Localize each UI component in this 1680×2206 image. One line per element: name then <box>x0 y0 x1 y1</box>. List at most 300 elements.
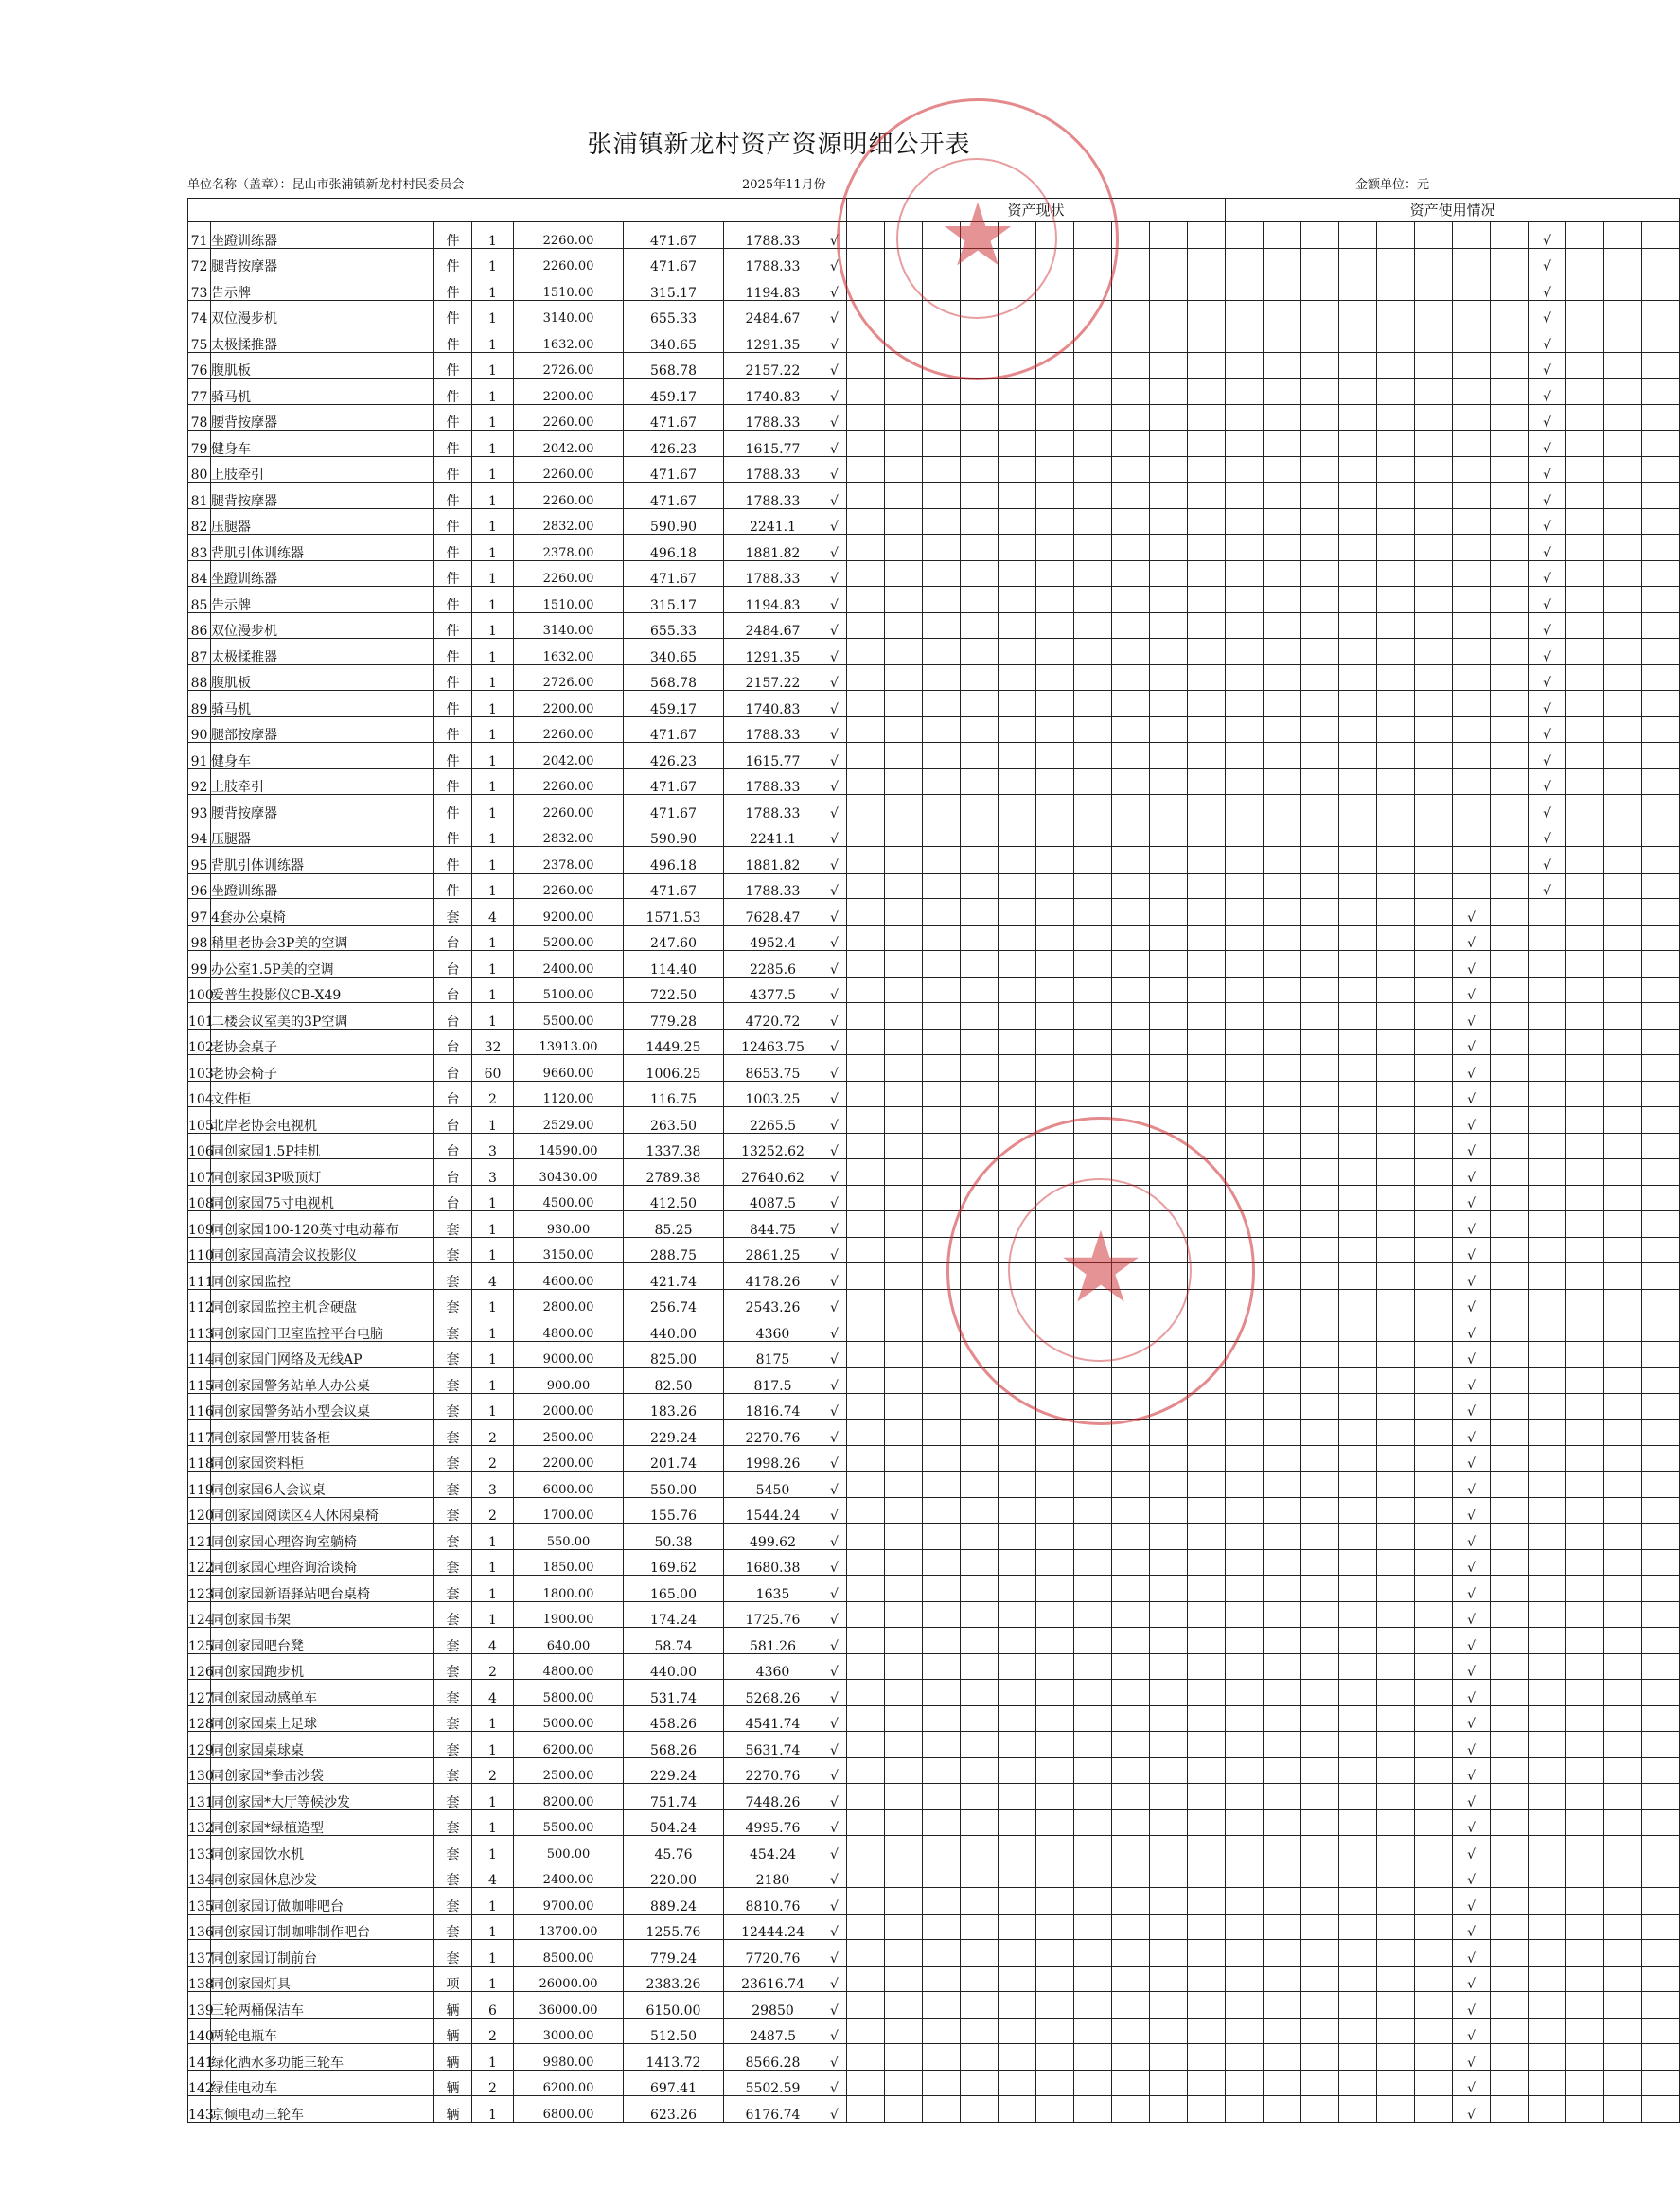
depreciation-value: 458.26 <box>624 1705 724 1732</box>
status-cell <box>923 352 961 379</box>
status-cell <box>1036 1549 1074 1576</box>
status-cell <box>999 899 1036 926</box>
status-cell <box>1150 2070 1188 2096</box>
status-cell <box>847 1888 885 1915</box>
item-unit: 台 <box>434 1133 472 1159</box>
status-cell <box>1226 456 1264 483</box>
status-cell <box>1301 1393 1339 1420</box>
status-cell <box>847 535 885 561</box>
status-cell <box>923 795 961 821</box>
status-cell <box>1339 1393 1377 1420</box>
status-check: √ <box>822 821 847 847</box>
status-cell <box>1264 1576 1301 1602</box>
status-check: √ <box>822 248 847 274</box>
item-quantity: 1 <box>472 1341 514 1368</box>
status-cell <box>1264 1757 1301 1784</box>
status-cell <box>847 1836 885 1862</box>
usage-check: √ <box>1529 326 1566 353</box>
table-row <box>188 1055 1680 1082</box>
status-cell <box>923 691 961 717</box>
status-cell <box>1264 1524 1301 1550</box>
status-cell <box>1604 1862 1642 1888</box>
status-cell <box>1604 664 1642 691</box>
depreciation-value: 889.24 <box>624 1888 724 1915</box>
status-cell <box>1339 1888 1377 1915</box>
status-cell <box>1264 1445 1301 1472</box>
status-cell <box>1188 1315 1226 1342</box>
status-cell <box>999 535 1036 561</box>
status-cell <box>1377 1029 1415 1055</box>
status-cell <box>1264 1029 1301 1055</box>
status-cell <box>961 1809 999 1836</box>
status-cell <box>1150 1705 1188 1732</box>
depreciation-value: 421.74 <box>624 1263 724 1290</box>
original-value: 2260.00 <box>514 456 624 483</box>
item-quantity: 2 <box>472 1757 514 1784</box>
status-cell <box>1264 379 1301 405</box>
item-unit: 件 <box>434 431 472 457</box>
status-cell <box>1566 1628 1604 1654</box>
status-cell <box>1491 1315 1529 1342</box>
item-quantity: 1 <box>472 456 514 483</box>
net-value: 581.26 <box>724 1628 822 1654</box>
net-value: 2484.67 <box>724 612 822 639</box>
status-cell <box>1453 612 1491 639</box>
status-cell <box>1377 1289 1415 1315</box>
net-value: 844.75 <box>724 1211 822 1238</box>
status-cell <box>847 1289 885 1315</box>
status-cell <box>847 873 885 899</box>
status-cell <box>885 1888 923 1915</box>
status-cell <box>1566 326 1604 353</box>
status-check: √ <box>822 925 847 951</box>
status-cell <box>1377 1420 1415 1446</box>
status-cell <box>1604 1888 1642 1915</box>
row-number: 134 <box>188 1862 211 1888</box>
status-cell <box>1112 977 1150 1003</box>
status-cell <box>1112 1601 1150 1628</box>
usage-check: √ <box>1453 2096 1491 2123</box>
status-cell <box>1264 587 1301 613</box>
status-header: 资产现状 <box>847 199 1226 222</box>
row-number: 75 <box>188 326 211 353</box>
status-cell <box>885 664 923 691</box>
status-cell <box>1529 1341 1566 1368</box>
status-cell <box>1226 1757 1264 1784</box>
status-cell <box>847 1601 885 1628</box>
item-quantity: 1 <box>472 1393 514 1420</box>
row-number: 138 <box>188 1966 211 1992</box>
status-cell <box>1264 483 1301 509</box>
status-cell <box>1188 925 1226 951</box>
status-cell <box>999 560 1036 587</box>
status-cell <box>1188 1341 1226 1368</box>
item-quantity: 1 <box>472 1888 514 1915</box>
status-cell <box>1301 691 1339 717</box>
status-cell <box>1529 1393 1566 1420</box>
status-cell <box>1604 2018 1642 2044</box>
status-cell <box>1112 1757 1150 1784</box>
table-row <box>188 1888 1680 1915</box>
item-name: 太极揉推器 <box>211 639 434 665</box>
status-cell <box>1150 2044 1188 2071</box>
net-value: 27640.62 <box>724 1159 822 1186</box>
table-row <box>188 1784 1680 1810</box>
depreciation-value: 50.38 <box>624 1524 724 1550</box>
status-cell <box>1529 1289 1566 1315</box>
original-value: 2800.00 <box>514 1289 624 1315</box>
status-cell <box>1074 612 1112 639</box>
status-cell <box>1377 1680 1415 1706</box>
item-quantity: 2 <box>472 1445 514 1472</box>
status-cell <box>1566 456 1604 483</box>
status-cell <box>1415 326 1453 353</box>
item-quantity: 1 <box>472 977 514 1003</box>
status-cell <box>1377 1549 1415 1576</box>
original-value: 2260.00 <box>514 716 624 743</box>
row-number: 120 <box>188 1497 211 1524</box>
table-row <box>188 1263 1680 1290</box>
status-cell <box>847 1653 885 1680</box>
status-cell <box>923 1888 961 1915</box>
table-row <box>188 1315 1680 1342</box>
status-cell <box>923 1497 961 1524</box>
status-cell <box>847 1809 885 1836</box>
status-cell <box>1188 821 1226 847</box>
status-cell <box>1415 977 1453 1003</box>
status-cell <box>1491 1549 1529 1576</box>
status-cell <box>1566 1263 1604 1290</box>
status-cell <box>1642 1133 1680 1159</box>
status-cell <box>961 821 999 847</box>
item-name: 4套办公桌椅 <box>211 899 434 926</box>
row-number: 115 <box>188 1368 211 1394</box>
status-cell <box>1226 1680 1264 1706</box>
status-cell <box>1604 560 1642 587</box>
status-cell <box>1112 1185 1150 1211</box>
status-cell <box>1150 1497 1188 1524</box>
status-cell <box>1150 1914 1188 1940</box>
item-quantity: 2 <box>472 1081 514 1107</box>
status-cell <box>999 404 1036 431</box>
usage-check: √ <box>1529 691 1566 717</box>
status-cell <box>1339 1732 1377 1758</box>
status-cell <box>923 1211 961 1238</box>
status-cell <box>1642 639 1680 665</box>
status-cell <box>999 1420 1036 1446</box>
status-cell <box>885 2070 923 2096</box>
status-check: √ <box>822 456 847 483</box>
status-cell <box>1566 1211 1604 1238</box>
table-row <box>188 1705 1680 1732</box>
usage-check: √ <box>1453 1341 1491 1368</box>
status-cell <box>1339 1862 1377 1888</box>
status-cell <box>847 1497 885 1524</box>
usage-check: √ <box>1453 1289 1491 1315</box>
status-cell <box>1036 847 1074 874</box>
net-value: 2157.22 <box>724 352 822 379</box>
status-cell <box>885 1732 923 1758</box>
status-cell <box>1112 1549 1150 1576</box>
status-cell <box>1566 899 1604 926</box>
original-value: 3140.00 <box>514 300 624 326</box>
item-unit: 套 <box>434 1472 472 1498</box>
status-cell <box>1529 1966 1566 1992</box>
status-cell <box>961 2070 999 2096</box>
table-row <box>188 1809 1680 1836</box>
status-cell <box>1339 1185 1377 1211</box>
status-cell <box>1566 1445 1604 1472</box>
table-row <box>188 587 1680 613</box>
status-cell <box>1377 483 1415 509</box>
status-cell <box>1150 587 1188 613</box>
status-cell <box>1301 1524 1339 1550</box>
status-cell <box>1604 587 1642 613</box>
status-cell <box>1339 248 1377 274</box>
status-cell <box>1339 1472 1377 1498</box>
row-number: 76 <box>188 352 211 379</box>
table-row <box>188 2070 1680 2096</box>
net-value: 5268.26 <box>724 1680 822 1706</box>
status-cell <box>1566 1888 1604 1915</box>
item-quantity: 1 <box>472 326 514 353</box>
status-cell <box>1566 1914 1604 1940</box>
row-number: 82 <box>188 508 211 535</box>
status-cell <box>1415 1107 1453 1134</box>
status-cell <box>999 431 1036 457</box>
status-cell <box>1264 1107 1301 1134</box>
status-cell <box>1491 2096 1529 2123</box>
status-cell <box>847 1940 885 1967</box>
item-quantity: 1 <box>472 743 514 769</box>
table-row <box>188 768 1680 795</box>
status-cell <box>1150 1732 1188 1758</box>
status-cell <box>1226 1289 1264 1315</box>
status-cell <box>1491 1420 1529 1446</box>
status-cell <box>885 768 923 795</box>
status-cell <box>1604 716 1642 743</box>
status-cell <box>923 821 961 847</box>
depreciation-value: 779.24 <box>624 1940 724 1967</box>
status-cell <box>1642 1263 1680 1290</box>
status-cell <box>1301 1784 1339 1810</box>
status-cell <box>1566 612 1604 639</box>
status-cell <box>1604 1341 1642 1368</box>
status-cell <box>999 925 1036 951</box>
status-cell <box>1453 768 1491 795</box>
status-cell <box>1604 1263 1642 1290</box>
status-cell <box>1226 2018 1264 2044</box>
status-cell <box>999 639 1036 665</box>
page-title: 张浦镇新龙村资产资源明细公开表 <box>587 131 971 159</box>
status-cell <box>923 1263 961 1290</box>
status-cell <box>961 1992 999 2019</box>
status-cell <box>1529 1472 1566 1498</box>
status-cell <box>1377 899 1415 926</box>
status-cell <box>1566 1003 1604 1030</box>
status-cell <box>1074 1966 1112 1992</box>
status-cell <box>999 1576 1036 1602</box>
item-quantity: 1 <box>472 612 514 639</box>
status-cell <box>1566 925 1604 951</box>
status-cell <box>1491 1237 1529 1263</box>
status-cell <box>1188 483 1226 509</box>
status-cell <box>1339 379 1377 405</box>
status-cell <box>847 612 885 639</box>
status-cell <box>923 1055 961 1082</box>
usage-check: √ <box>1453 1107 1491 1134</box>
status-cell <box>1188 1420 1226 1446</box>
item-quantity: 1 <box>472 1705 514 1732</box>
status-cell <box>1112 743 1150 769</box>
status-cell <box>1036 379 1074 405</box>
status-cell <box>1339 899 1377 926</box>
status-cell <box>1491 1601 1529 1628</box>
depreciation-value: 263.50 <box>624 1107 724 1134</box>
item-quantity: 2 <box>472 1420 514 1446</box>
status-cell <box>1226 743 1264 769</box>
status-cell <box>1264 639 1301 665</box>
status-cell <box>1264 1289 1301 1315</box>
status-cell <box>1642 1784 1680 1810</box>
status-cell <box>1339 1628 1377 1654</box>
row-number: 118 <box>188 1445 211 1472</box>
status-cell <box>1036 1029 1074 1055</box>
item-name: 同创家园订做咖啡吧台 <box>211 1888 434 1915</box>
status-cell <box>1604 977 1642 1003</box>
status-cell <box>1112 222 1150 249</box>
status-cell <box>885 951 923 978</box>
usage-check: √ <box>1529 795 1566 821</box>
status-cell <box>1188 508 1226 535</box>
status-cell <box>1188 1263 1226 1290</box>
status-cell <box>923 431 961 457</box>
status-cell <box>961 664 999 691</box>
status-cell <box>1112 1888 1150 1915</box>
item-quantity: 1 <box>472 1368 514 1394</box>
status-cell <box>1036 1237 1074 1263</box>
status-cell <box>1604 2044 1642 2071</box>
status-cell <box>847 1420 885 1446</box>
status-cell <box>1453 535 1491 561</box>
status-cell <box>1301 1420 1339 1446</box>
status-cell <box>1415 1992 1453 2019</box>
status-cell <box>1150 1185 1188 1211</box>
status-cell <box>1301 612 1339 639</box>
row-number: 132 <box>188 1809 211 1836</box>
status-cell <box>961 1159 999 1186</box>
status-cell <box>1566 560 1604 587</box>
status-cell <box>1226 326 1264 353</box>
status-cell <box>1377 1992 1415 2019</box>
net-value: 1788.33 <box>724 560 822 587</box>
item-name: 同创家园75寸电视机 <box>211 1185 434 1211</box>
item-unit: 台 <box>434 1107 472 1134</box>
status-cell <box>1226 1862 1264 1888</box>
status-check: √ <box>822 1420 847 1446</box>
status-cell <box>1264 1003 1301 1030</box>
status-cell <box>1642 1628 1680 1654</box>
status-cell <box>1301 2096 1339 2123</box>
net-value: 8566.28 <box>724 2044 822 2071</box>
status-cell <box>1642 274 1680 301</box>
status-check: √ <box>822 743 847 769</box>
status-cell <box>1150 1159 1188 1186</box>
status-cell <box>1036 1628 1074 1654</box>
row-number: 106 <box>188 1133 211 1159</box>
status-cell <box>1188 847 1226 874</box>
item-name: 同创家园高清会议投影仪 <box>211 1237 434 1263</box>
row-number: 73 <box>188 274 211 301</box>
item-quantity: 1 <box>472 352 514 379</box>
status-cell <box>1642 404 1680 431</box>
status-cell <box>1226 977 1264 1003</box>
status-cell <box>1074 1576 1112 1602</box>
item-unit: 套 <box>434 1836 472 1862</box>
status-cell <box>1566 639 1604 665</box>
status-cell <box>1188 639 1226 665</box>
status-cell <box>999 1263 1036 1290</box>
status-cell <box>1642 1237 1680 1263</box>
status-cell <box>923 2044 961 2071</box>
usage-check: √ <box>1453 1497 1491 1524</box>
item-quantity: 4 <box>472 1680 514 1706</box>
status-cell <box>1264 847 1301 874</box>
status-cell <box>1301 1185 1339 1211</box>
status-cell <box>961 1133 999 1159</box>
status-cell <box>1491 431 1529 457</box>
status-cell <box>1566 847 1604 874</box>
status-cell <box>1339 222 1377 249</box>
status-cell <box>1188 1211 1226 1238</box>
status-cell <box>961 1393 999 1420</box>
status-cell <box>1150 1107 1188 1134</box>
item-unit: 件 <box>434 274 472 301</box>
status-cell <box>1226 768 1264 795</box>
item-name: 同创家园灯具 <box>211 1966 434 1992</box>
item-name: 北岸老协会电视机 <box>211 1107 434 1134</box>
status-cell <box>1377 1862 1415 1888</box>
status-cell <box>1415 1420 1453 1446</box>
status-cell <box>1491 326 1529 353</box>
item-unit: 台 <box>434 1081 472 1107</box>
status-cell <box>1566 1732 1604 1758</box>
status-cell <box>1150 768 1188 795</box>
status-check: √ <box>822 1524 847 1550</box>
status-cell <box>1112 535 1150 561</box>
status-cell <box>1377 1524 1415 1550</box>
status-cell <box>1036 1653 1074 1680</box>
usage-check: √ <box>1453 1524 1491 1550</box>
status-cell <box>1566 1029 1604 1055</box>
net-value: 2487.5 <box>724 2018 822 2044</box>
status-cell <box>1188 612 1226 639</box>
status-cell <box>1339 977 1377 1003</box>
item-unit: 件 <box>434 795 472 821</box>
status-cell <box>999 1341 1036 1368</box>
status-cell <box>1036 1393 1074 1420</box>
net-value: 2265.5 <box>724 1107 822 1134</box>
status-cell <box>1491 1341 1529 1368</box>
status-check: √ <box>822 587 847 613</box>
net-value: 454.24 <box>724 1836 822 1862</box>
status-cell <box>1415 1185 1453 1211</box>
net-value: 1194.83 <box>724 274 822 301</box>
status-cell <box>1301 1914 1339 1940</box>
depreciation-value: 155.76 <box>624 1497 724 1524</box>
usage-check: √ <box>1529 768 1566 795</box>
depreciation-value: 1337.38 <box>624 1133 724 1159</box>
